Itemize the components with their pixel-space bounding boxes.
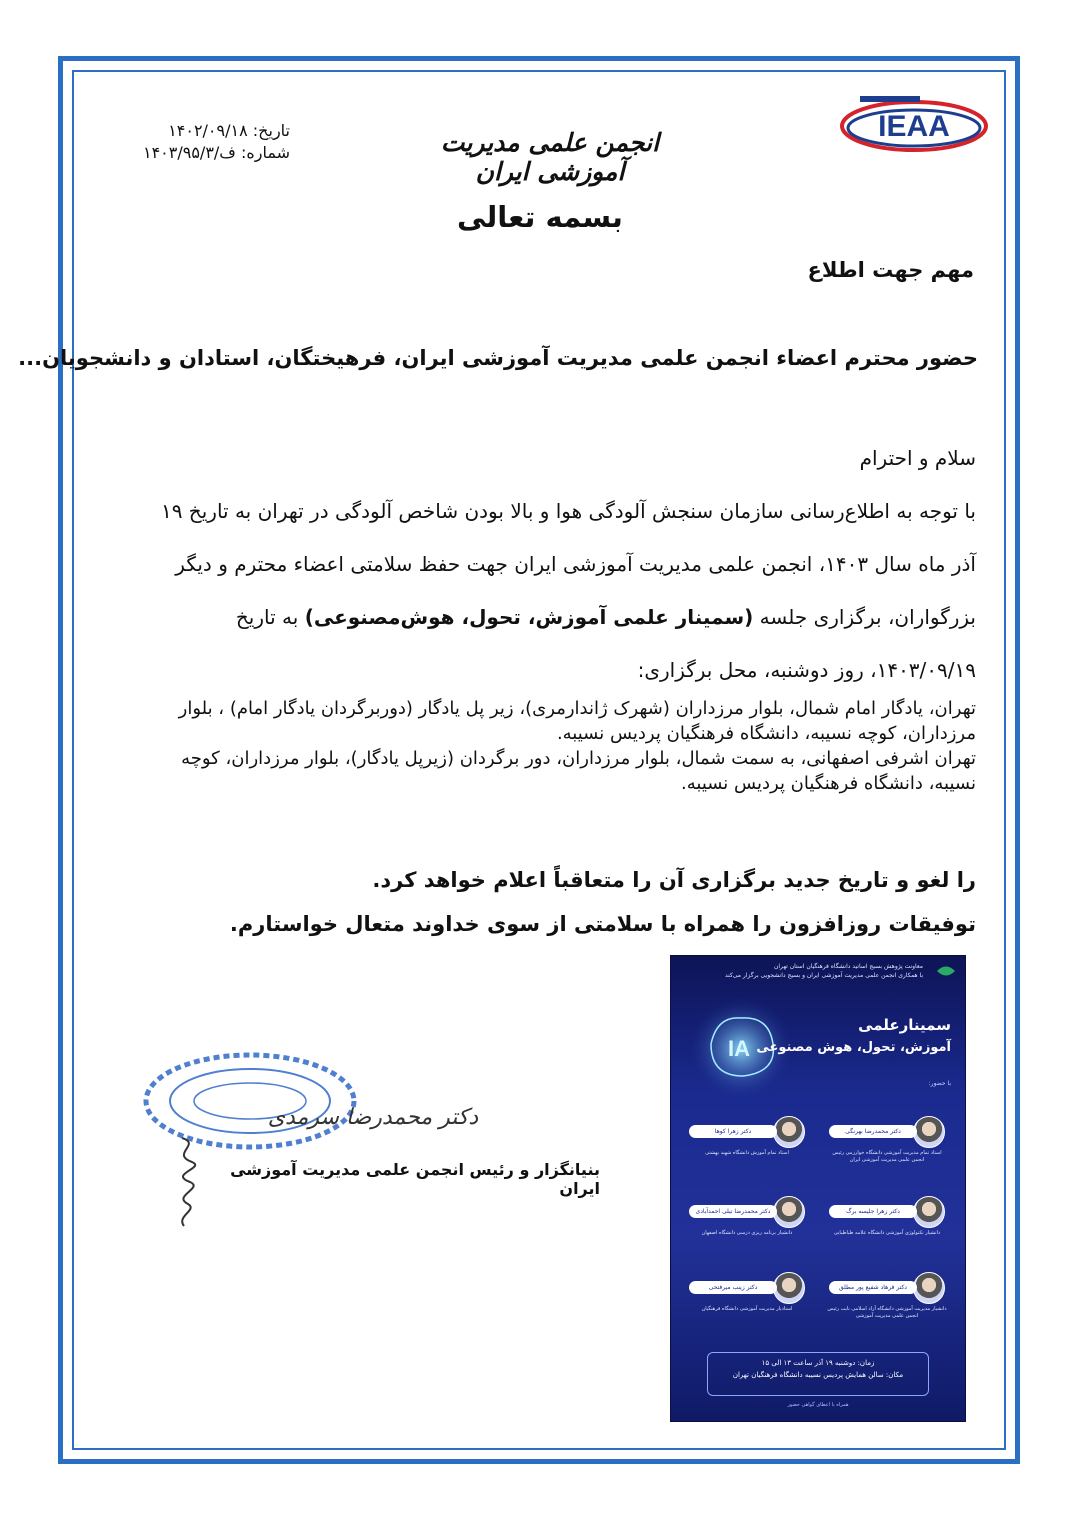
speaker-name: دکتر فرهاد شفیع پور مطلق [829,1281,917,1294]
handwritten-signature [267,1084,479,1144]
speaker-photo [913,1196,945,1228]
venue-address [176,696,976,796]
speaker-desc: دانشیار مدیریت آموزشی دانشگاه آزاد اسلامی نایب رئیس انجمن علمی مدیریت آموزشی [827,1306,947,1319]
letter-meta [80,120,290,164]
speaker-card [821,1116,951,1174]
speaker-name: دکتر زهرا جلیسه برگ [829,1205,917,1218]
greeting: سلام و احترام [859,446,976,470]
address-line-2: تهران اشرفی اصفهانی، به سمت شمال، بلوار مرزداران، دور برگردان (زیرپل یادگار)، بلوار مرزداران، کوچه نسیبه، دانشگاه فرهنگیان پردیس نسیبه. [181,748,976,794]
closing-line-2: توفیقات روزافزون را همراه با سلامتی از سوی خداوند متعال خواستارم. [229,912,976,936]
brain-text: IA [728,1036,750,1061]
speaker-desc: استادیار مدیریت آموزشی دانشگاه فرهنگیان [701,1306,793,1312]
speaker-card [681,1116,811,1174]
poster-emblem-icon [935,962,957,980]
notice-title: مهم جهت اطلاع [807,258,974,282]
speaker-card [681,1196,811,1254]
poster-footnote: همراه با اعطای گواهی حضور [787,1402,849,1408]
speaker-photo [913,1272,945,1304]
poster-title: سمینارعلمی [858,1016,951,1034]
signer-title: بنیانگزار و رئیس انجمن علمی مدیریت آموزشی ایران [230,1160,600,1198]
poster-header-line1: معاونت پژوهش بسیج اساتید دانشگاه فرهنگیان استان تهران [773,963,923,970]
address-line-1: تهران، یادگار امام شمال، بلوار مرزداران (شهرک ژاندارمری)، زیر پل یادگار (دوربرگردان یادگار امام) ، بلوار مرزداران، کوچه نسیبه، دانشگاه فرهنگیان پردیس نسیبه. [178,698,976,744]
speaker-name: دکتر زینب میرفتحی [689,1281,777,1294]
paragraph-part1: با توجه به اطلاع‌رسانی سازمان سنجش آلودگی هوا و بالا بودن شاخص آلودگی در تهران به تاریخ ۱۹ آذر ماه سال ۱۴۰۳، انجمن علمی مدیریت آموزشی ایران جهت حفظ سلامتی اعضاء محترم و دیگر بزرگواران، برگزاری جلسه [160,499,976,629]
main-paragraph [136,485,976,697]
speaker-photo [913,1116,945,1148]
poster-presence-label: با حضور: [928,1080,951,1087]
speaker-desc: دانشیار برنامه ریزی درسی دانشگاه اصفهان [701,1230,793,1236]
basmala-heading: بسمه تعالی [457,200,623,234]
ieaa-logo [836,88,992,160]
speaker-photo [773,1196,805,1228]
poster-place: مکان: سالن همایش پردیس نسیبه دانشگاه فرهنگیان تهران [732,1371,904,1379]
audience-line: حضور محترم اعضاء انجمن علمی مدیریت آموزشی ایران، فرهیختگان، استادان و دانشجویان... [18,346,978,370]
seminar-name: (سمینار علمی آموزش، تحول، هوش‌مصنوعی) [304,605,754,629]
speaker-name: دکتر محمدرضا بهرنگی [829,1125,917,1138]
org-title: انجمن علمی مدیریت آموزشی ایران [440,128,660,186]
speaker-name: دکتر زهرا کوها [689,1125,777,1138]
speaker-card [821,1272,951,1330]
poster-header [683,962,923,980]
signature-text: دکتر محمدرضا سرمدی [267,1105,479,1130]
date-label: تاریخ: ۱۴۰۲/۰۹/۱۸ [168,121,290,140]
poster-header-line2: با همکاری انجمن علمی مدیریت آموزشی ایران و بسیج دانشجویی برگزار می‌کند [724,972,923,979]
speaker-desc: دانشیار تکنولوژی آموزشی دانشگاه علامه طباطبایی [833,1230,941,1236]
speaker-photo [773,1272,805,1304]
closing-text [116,858,976,946]
signature-scribble [162,1134,212,1230]
speaker-name: دکتر محمدرضا نیلی احمدآبادی [689,1205,777,1218]
logo-text: IEAA [878,110,950,143]
closing-line-1: را لغو و تاریخ جدید برگزاری آن را متعاقباً اعلام خواهد کرد. [372,868,976,892]
speaker-photo [773,1116,805,1148]
speaker-card [681,1272,811,1330]
speaker-desc: استاد تمام مدیریت آموزشی دانشگاه خوارزمی رئیس انجمن علمی مدیریت آموزشی ایران [832,1150,942,1163]
poster-time: زمان: دوشنبه ۱۹ آذر ساعت ۱۳ الی ۱۵ [761,1359,875,1367]
letter-body [136,432,976,697]
speaker-desc: استاد تمام آموزش دانشگاه شهید بهشتی [705,1150,789,1156]
seminar-poster [670,955,966,1422]
paragraph-part2: به تاریخ ۱۴۰۳/۰۹/۱۹، روز دوشنبه، محل برگزاری: [235,605,976,682]
poster-subtitle: آموزش، تحول، هوش مصنوعی [756,1040,951,1055]
poster-time-place [707,1352,929,1396]
number-label: شماره: ف/۱۴۰۳/۹۵/۳ [142,143,290,162]
speaker-card [821,1196,951,1254]
